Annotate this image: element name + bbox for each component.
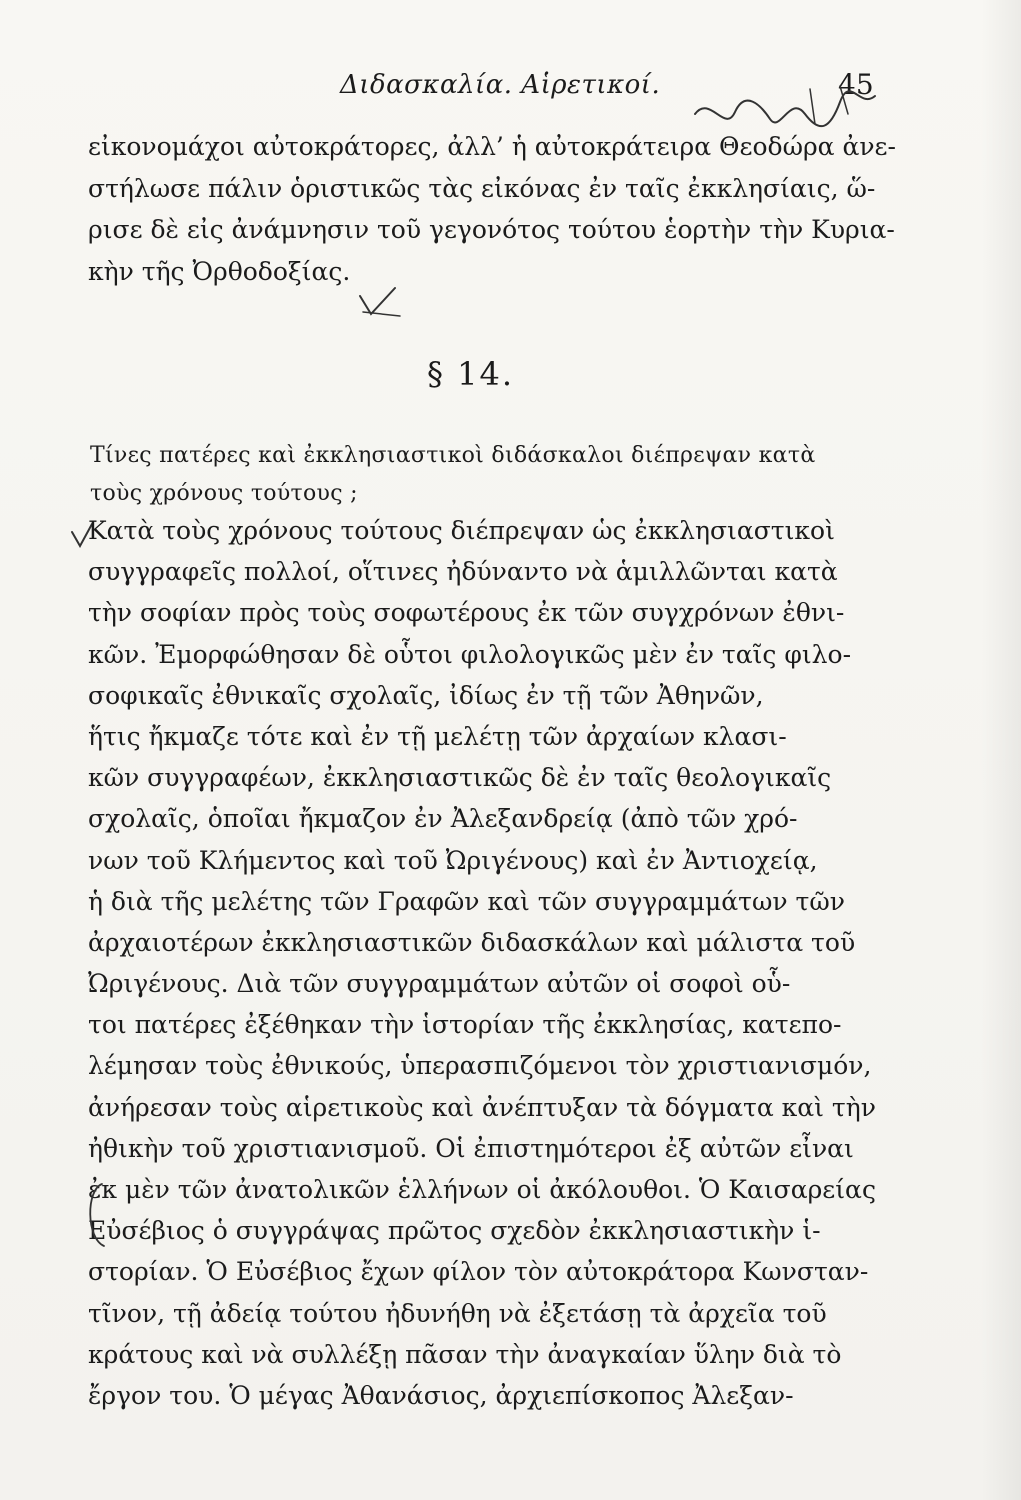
pencil-check-mark [355, 282, 405, 322]
text-line: Τίνες πατέρες καὶ ἐκκλησιαστικοὶ διδάσκαλοι διέπρεψαν κατὰ [90, 443, 816, 468]
text-line: κῶν. Ἐμορφώθησαν δὲ οὗτοι φιλολογικῶς μὲν ἐν ταῖς φιλο- [88, 639, 852, 669]
text-line: νων τοῦ Κλήμεντος καὶ τοῦ Ὠριγένους) καὶ ἐν Ἀντιοχείᾳ, [88, 845, 818, 875]
text-line: Κατὰ τοὺς χρόνους τούτους διέπρεψαν ὡς ἐκκλησιαστικοὶ [88, 516, 835, 545]
question-paragraph [90, 437, 910, 513]
text-line: κράτους καὶ νὰ συλλέξῃ πᾶσαν τὴν ἀναγκαίαν ὕλην διὰ τὸ [88, 1339, 842, 1369]
text-line: κὴν τῆς Ὀρθοδοξίας. [88, 256, 351, 286]
text-line: στήλωσε πάλιν ὁριστικῶς τὰς εἰκόνας ἐν ταῖς ἐκκλησίαις, ὥ- [88, 173, 876, 203]
text-line: κῶν συγγραφέων, ἐκκλησιαστικῶς δὲ ἐν ταῖς θεολογικαῖς [88, 763, 832, 793]
text-line: τὴν σοφίαν πρὸς τοὺς σοφωτέρους ἐκ τῶν συγχρόνων ἐθνι- [88, 598, 845, 628]
running-title: Διδασκαλία. Αἱρετικοί. [340, 70, 661, 100]
text-line: ἀρχαιοτέρων ἐκκλησιαστικῶν διδασκάλων καὶ μάλιστα τοῦ [88, 927, 856, 957]
text-line: Ὠριγένους. Διὰ τῶν συγγραμμάτων αὐτῶν οἱ σοφοὶ οὗ- [88, 969, 791, 999]
text-line: τοὺς χρόνους τούτους ; [90, 481, 358, 506]
intro-paragraph [88, 126, 908, 292]
text-line: τῖνον, τῇ ἀδείᾳ τούτου ἠδυνήθη νὰ ἐξετάσῃ τὰ ἀρχεῖα τοῦ [88, 1298, 827, 1328]
text-line: σοφικαῖς ἐθνικαῖς σχολαῖς, ἰδίως ἐν τῇ τῶν Ἀθηνῶν, [88, 680, 764, 710]
answer-paragraph [88, 510, 908, 1416]
page-number: 45 [838, 68, 874, 101]
text-line: ἡ διὰ τῆς μελέτης τῶν Γραφῶν καὶ τῶν συγγραμμάτων τῶν [88, 886, 845, 916]
text-line: ἔργον του. Ὁ μέγας Ἀθανάσιος, ἀρχιεπίσκοπος Ἀλεξαν- [88, 1380, 794, 1410]
text-line: σχολαῖς, ὁποῖαι ἤκμαζον ἐν Ἀλεξανδρείᾳ (ἀπὸ τῶν χρό- [88, 804, 798, 834]
text-line: ρισε δὲ εἰς ἀνάμνησιν τοῦ γεγονότος τούτου ἑορτὴν τὴν Κυρια- [88, 215, 895, 245]
text-line: ἀνήρεσαν τοὺς αἱρετικοὺς καὶ ἀνέπτυξαν τὰ δόγματα καὶ τὴν [88, 1092, 876, 1122]
text-line: ἥτις ἤκμαζε τότε καὶ ἐν τῇ μελέτῃ τῶν ἀρχαίων κλασι- [88, 721, 787, 751]
text-line: Εὐσέβιος ὁ συγγράψας πρῶτος σχεδὸν ἐκκλησιαστικὴν ἱ- [88, 1216, 821, 1246]
section-heading: § 14. [427, 355, 515, 393]
text-line: ἐκ μὲν τῶν ἀνατολικῶν ἑλλήνων οἱ ἀκόλουθοι. Ὁ Καισαρείας [88, 1175, 876, 1204]
text-line: συγγραφεῖς πολλοί, οἵτινες ἠδύναντο νὰ ἁμιλλῶνται κατὰ [88, 557, 838, 587]
text-line: εἰκονομάχοι αὐτοκράτορες, ἀλλ’ ἡ αὐτοκράτειρα Θεοδώρα ἀνε- [88, 132, 896, 161]
pencil-bracket-mark [80, 1180, 110, 1250]
page-edge-shadow [981, 0, 1021, 1500]
text-line: λέμησαν τοὺς ἐθνικούς, ὑπερασπιζόμενοι τὸν χριστιανισμόν, [88, 1051, 872, 1081]
text-line: τοι πατέρες ἐξέθηκαν τὴν ἱστορίαν τῆς ἐκκλησίας, κατεπο- [88, 1010, 842, 1040]
text-line: στορίαν. Ὁ Εὐσέβιος ἔχων φίλον τὸν αὐτοκράτορα Κωνσταν- [88, 1257, 869, 1287]
text-line: ἠθικὴν τοῦ χριστιανισμοῦ. Οἱ ἐπιστημότεροι ἐξ αὐτῶν εἶναι [88, 1133, 854, 1163]
